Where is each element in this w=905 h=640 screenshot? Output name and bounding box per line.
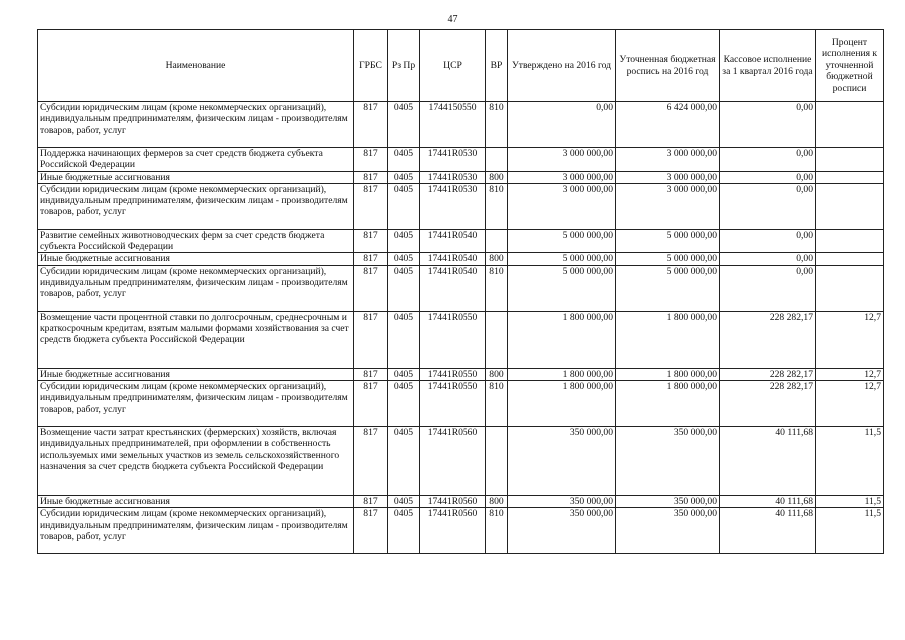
row-grbs-cell: 817 — [354, 265, 388, 311]
row-rzpr-cell: 0405 — [388, 229, 420, 253]
header-rzpr: Рз Пр — [388, 30, 420, 102]
row-vr-cell — [486, 229, 508, 253]
row-percent-cell — [816, 171, 884, 183]
row-rzpr-cell: 0405 — [388, 368, 420, 380]
row-rzpr-cell: 0405 — [388, 381, 420, 427]
table-row — [38, 102, 884, 148]
row-csr-cell: 17441R0550 — [420, 368, 486, 380]
header-csr: ЦСР — [420, 30, 486, 102]
row-csr-cell: 17441R0530 — [420, 171, 486, 183]
row-name-cell: Субсидии юридическим лицам (кроме некоммерческих организаций), индивидуальным предпринимателям, физическим лицам - производителям товаров, работ, услуг — [38, 265, 354, 311]
row-vr-cell — [486, 427, 508, 496]
row-csr-cell: 17441R0530 — [420, 183, 486, 229]
table-row — [38, 427, 884, 496]
row-percent-cell — [816, 265, 884, 311]
row-approved-cell: 0,00 — [508, 102, 616, 148]
row-grbs-cell: 817 — [354, 148, 388, 172]
row-grbs-cell: 817 — [354, 171, 388, 183]
row-approved-cell: 5 000 000,00 — [508, 253, 616, 265]
row-vr-cell — [486, 148, 508, 172]
table-row — [38, 368, 884, 380]
row-approved-cell: 3 000 000,00 — [508, 183, 616, 229]
row-grbs-cell: 817 — [354, 496, 388, 508]
header-cash: Кассовое исполнение за 1 квартал 2016 года — [720, 30, 816, 102]
row-rzpr-cell: 0405 — [388, 253, 420, 265]
row-rzpr-cell: 0405 — [388, 508, 420, 554]
row-rzpr-cell: 0405 — [388, 183, 420, 229]
row-grbs-cell: 817 — [354, 253, 388, 265]
row-cash-cell: 0,00 — [720, 265, 816, 311]
row-name-cell: Развитие семейных животноводческих ферм за счет средств бюджета субъекта Российской Федерации — [38, 229, 354, 253]
table-row — [38, 148, 884, 172]
row-csr-cell: 17441R0540 — [420, 265, 486, 311]
row-vr-cell: 810 — [486, 265, 508, 311]
row-percent-cell: 11,5 — [816, 427, 884, 496]
row-refined-cell: 1 800 000,00 — [616, 368, 720, 380]
row-rzpr-cell: 0405 — [388, 102, 420, 148]
row-name-cell: Субсидии юридическим лицам (кроме некоммерческих организаций), индивидуальным предпринимателям, физическим лицам - производителям товаров, работ, услуг — [38, 508, 354, 554]
header-vr: ВР — [486, 30, 508, 102]
row-grbs-cell: 817 — [354, 381, 388, 427]
row-cash-cell: 0,00 — [720, 171, 816, 183]
budget-table — [37, 29, 884, 554]
row-refined-cell: 350 000,00 — [616, 427, 720, 496]
row-approved-cell: 1 800 000,00 — [508, 311, 616, 368]
row-approved-cell: 1 800 000,00 — [508, 381, 616, 427]
row-refined-cell: 5 000 000,00 — [616, 265, 720, 311]
row-percent-cell: 11,5 — [816, 496, 884, 508]
row-percent-cell: 12,7 — [816, 368, 884, 380]
row-grbs-cell: 817 — [354, 229, 388, 253]
row-refined-cell: 6 424 000,00 — [616, 102, 720, 148]
row-approved-cell: 3 000 000,00 — [508, 171, 616, 183]
row-vr-cell: 800 — [486, 171, 508, 183]
row-approved-cell: 1 800 000,00 — [508, 368, 616, 380]
row-vr-cell — [486, 311, 508, 368]
row-name-cell: Субсидии юридическим лицам (кроме некоммерческих организаций), индивидуальным предпринимателям, физическим лицам - производителям товаров, работ, услуг — [38, 102, 354, 148]
row-name-cell: Иные бюджетные ассигнования — [38, 171, 354, 183]
row-percent-cell: 12,7 — [816, 381, 884, 427]
row-grbs-cell: 817 — [354, 183, 388, 229]
row-csr-cell: 17441R0560 — [420, 427, 486, 496]
row-refined-cell: 3 000 000,00 — [616, 183, 720, 229]
row-percent-cell — [816, 183, 884, 229]
row-refined-cell: 3 000 000,00 — [616, 148, 720, 172]
row-grbs-cell: 817 — [354, 368, 388, 380]
row-rzpr-cell: 0405 — [388, 265, 420, 311]
header-refined: Уточненная бюджетная роспись на 2016 год — [616, 30, 720, 102]
row-percent-cell — [816, 229, 884, 253]
row-percent-cell: 11,5 — [816, 508, 884, 554]
row-approved-cell: 350 000,00 — [508, 496, 616, 508]
row-name-cell: Возмещение части затрат крестьянских (фермерских) хозяйств, включая индивидуальных предпринимателей, при оформлении в собственность используемых ими земельных участков из земель сельскохозяйственного назначения за счет средств бюджета субъекта Российской Федерации — [38, 427, 354, 496]
header-row — [38, 30, 884, 102]
row-cash-cell: 228 282,17 — [720, 368, 816, 380]
row-csr-cell: 17441R0550 — [420, 381, 486, 427]
row-csr-cell: 17441R0550 — [420, 311, 486, 368]
row-refined-cell: 1 800 000,00 — [616, 311, 720, 368]
row-cash-cell: 0,00 — [720, 102, 816, 148]
row-percent-cell: 12,7 — [816, 311, 884, 368]
table-row — [38, 253, 884, 265]
table-row — [38, 171, 884, 183]
row-rzpr-cell: 0405 — [388, 148, 420, 172]
row-name-cell: Иные бюджетные ассигнования — [38, 496, 354, 508]
row-cash-cell: 0,00 — [720, 148, 816, 172]
row-cash-cell: 0,00 — [720, 183, 816, 229]
table-row — [38, 508, 884, 554]
table-row — [38, 496, 884, 508]
row-rzpr-cell: 0405 — [388, 311, 420, 368]
row-refined-cell: 5 000 000,00 — [616, 229, 720, 253]
row-csr-cell: 17441R0560 — [420, 496, 486, 508]
row-vr-cell: 800 — [486, 253, 508, 265]
row-percent-cell — [816, 253, 884, 265]
row-rzpr-cell: 0405 — [388, 171, 420, 183]
row-name-cell: Поддержка начинающих фермеров за счет средств бюджета субъекта Российской Федерации — [38, 148, 354, 172]
row-cash-cell: 228 282,17 — [720, 311, 816, 368]
row-name-cell: Возмещение части процентной ставки по долгосрочным, среднесрочным и краткосрочным кредитам, взятым малыми формами хозяйствования за счет средств бюджета субъекта Российской Федерации — [38, 311, 354, 368]
table-row — [38, 311, 884, 368]
row-cash-cell: 40 111,68 — [720, 508, 816, 554]
table-body — [38, 102, 884, 554]
row-approved-cell: 350 000,00 — [508, 427, 616, 496]
row-refined-cell: 5 000 000,00 — [616, 253, 720, 265]
row-approved-cell: 350 000,00 — [508, 508, 616, 554]
row-cash-cell: 40 111,68 — [720, 496, 816, 508]
row-refined-cell: 1 800 000,00 — [616, 381, 720, 427]
row-rzpr-cell: 0405 — [388, 496, 420, 508]
row-rzpr-cell: 0405 — [388, 427, 420, 496]
row-vr-cell: 810 — [486, 183, 508, 229]
row-approved-cell: 3 000 000,00 — [508, 148, 616, 172]
row-vr-cell: 810 — [486, 508, 508, 554]
row-grbs-cell: 817 — [354, 508, 388, 554]
row-refined-cell: 3 000 000,00 — [616, 171, 720, 183]
table-row — [38, 265, 884, 311]
row-name-cell: Субсидии юридическим лицам (кроме некоммерческих организаций), индивидуальным предпринимателям, физическим лицам - производителям товаров, работ, услуг — [38, 381, 354, 427]
row-refined-cell: 350 000,00 — [616, 508, 720, 554]
row-name-cell: Субсидии юридическим лицам (кроме некоммерческих организаций), индивидуальным предпринимателям, физическим лицам - производителям товаров, работ, услуг — [38, 183, 354, 229]
row-approved-cell: 5 000 000,00 — [508, 229, 616, 253]
row-cash-cell: 0,00 — [720, 253, 816, 265]
row-grbs-cell: 817 — [354, 102, 388, 148]
row-name-cell: Иные бюджетные ассигнования — [38, 368, 354, 380]
row-vr-cell: 800 — [486, 496, 508, 508]
header-approved: Утверждено на 2016 год — [508, 30, 616, 102]
row-refined-cell: 350 000,00 — [616, 496, 720, 508]
row-cash-cell: 0,00 — [720, 229, 816, 253]
row-grbs-cell: 817 — [354, 311, 388, 368]
row-vr-cell: 800 — [486, 368, 508, 380]
header-percent: Процент исполнения к уточненной бюджетной росписи — [816, 30, 884, 102]
table-row — [38, 381, 884, 427]
row-csr-cell: 17441R0560 — [420, 508, 486, 554]
row-name-cell: Иные бюджетные ассигнования — [38, 253, 354, 265]
row-csr-cell: 17441R0540 — [420, 229, 486, 253]
row-cash-cell: 228 282,17 — [720, 381, 816, 427]
row-percent-cell — [816, 102, 884, 148]
table-row — [38, 229, 884, 253]
row-csr-cell: 17441R0530 — [420, 148, 486, 172]
row-approved-cell: 5 000 000,00 — [508, 265, 616, 311]
header-grbs: ГРБС — [354, 30, 388, 102]
page-number: 47 — [447, 14, 458, 25]
table-row — [38, 183, 884, 229]
row-cash-cell: 40 111,68 — [720, 427, 816, 496]
row-percent-cell — [816, 148, 884, 172]
row-grbs-cell: 817 — [354, 427, 388, 496]
header-name: Наименование — [38, 30, 354, 102]
row-vr-cell: 810 — [486, 381, 508, 427]
row-csr-cell: 17441R0540 — [420, 253, 486, 265]
row-csr-cell: 1744150550 — [420, 102, 486, 148]
row-vr-cell: 810 — [486, 102, 508, 148]
